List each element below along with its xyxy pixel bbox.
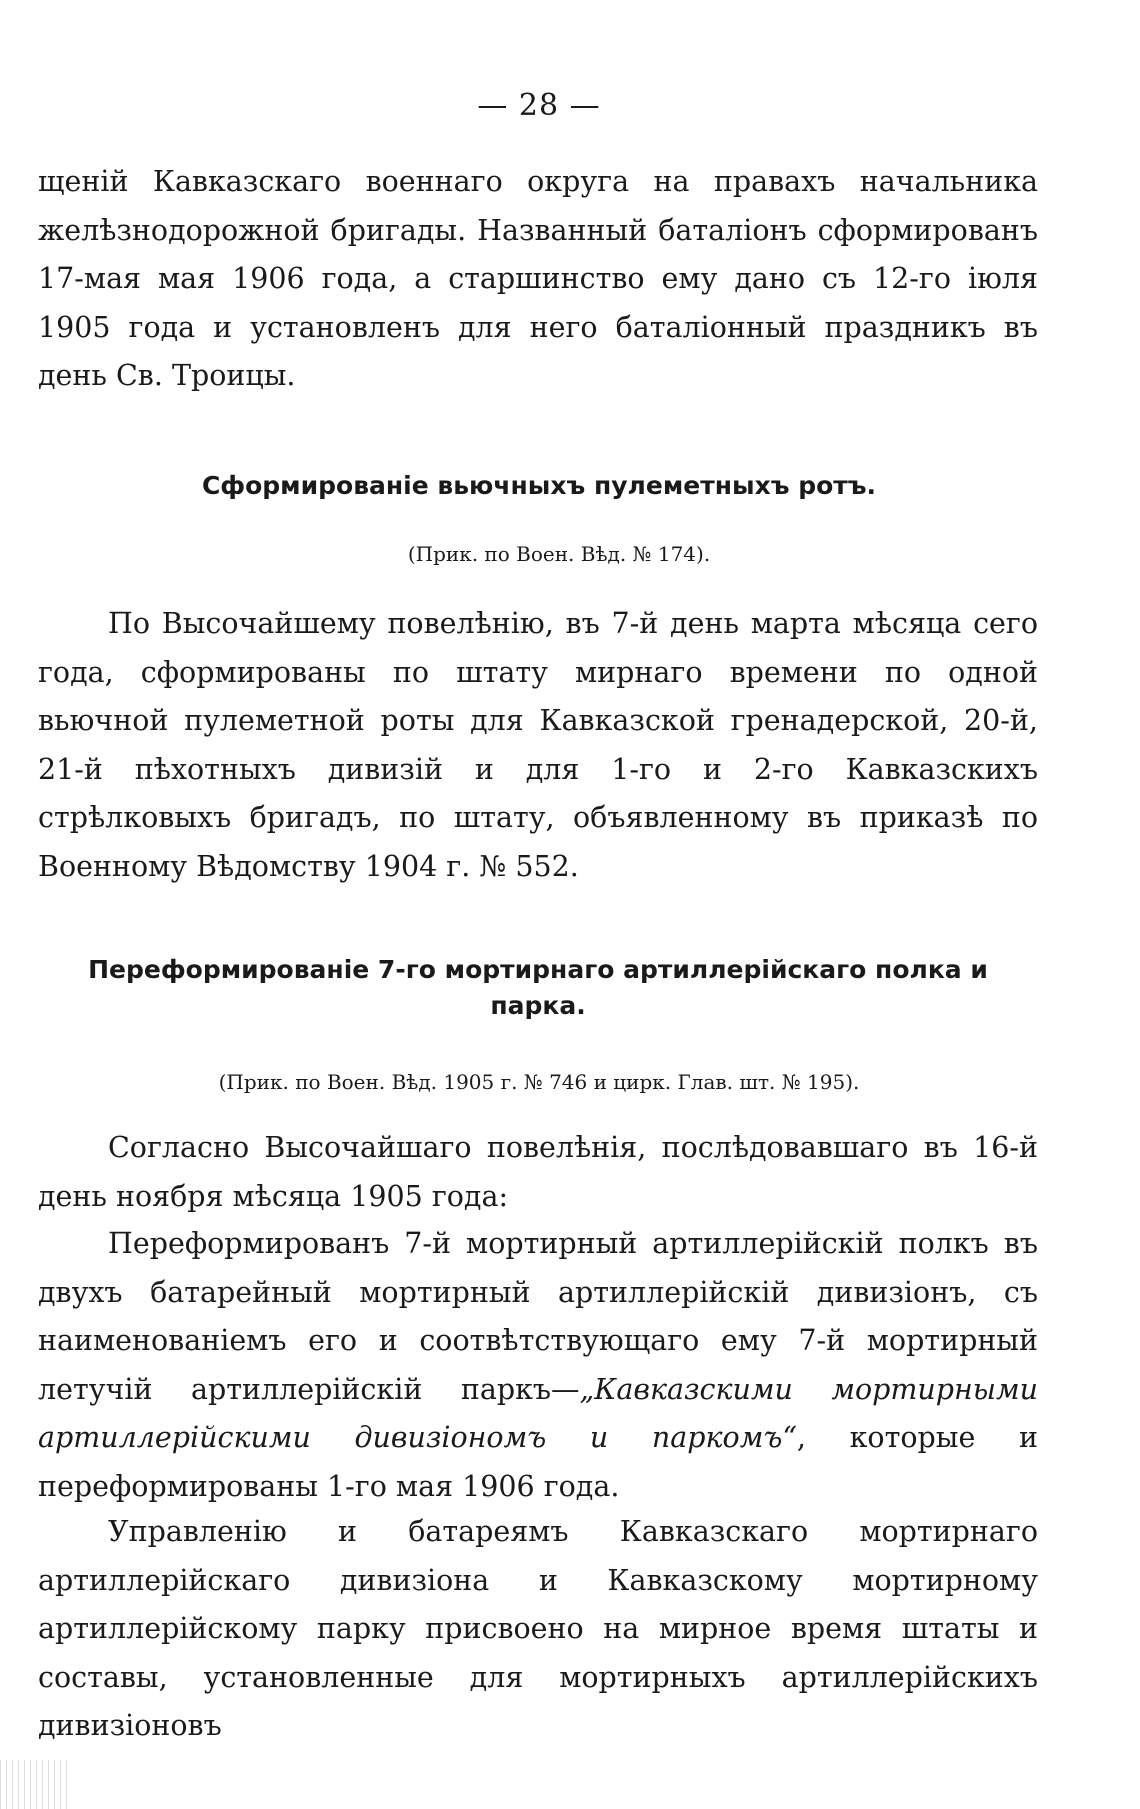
section-2-paragraph-2 — [38, 1220, 1038, 1511]
order-reference-1: (Прик. по Воен. Вѣд. № 174). — [407, 542, 711, 566]
section-heading-pack-machine-gun-companies: Сформированіе вьючныхъ пулеметныхъ ротъ. — [201, 471, 877, 500]
section-heading-mortar-regiment-reformation: Переформированіе 7-го мортирнаго артиллерійскаго полка и парка. — [88, 955, 988, 1020]
paragraph-2-start: Переформированъ 7-й мортирный артиллерійскій полкъ въ двухъ батарейный мортирный артиллерійскій дивизіонъ, съ наименованіемъ его и соотвѣтствующаго ему 7-й мортирный летучій артиллерійскій паркъ— — [38, 1227, 1038, 1406]
unit-name-italic: „Кавказскими мортирными артиллерійскими дивизіономъ и паркомъ“ — [38, 1372, 1038, 1454]
paragraph-continuation: щеній Кавказскаго военнаго округа на правахъ начальника желѣзнодорожной бригады. Названный баталіонъ сформированъ 17-мая мая 1906 года, а старшинство ему дано съ 12-го іюля 1905 года и установленъ для него баталіонный праздникъ въ день Св. Троицы. — [38, 165, 1038, 392]
paragraph-2-end: , которые и переформированы 1-го мая 1906 года. — [38, 1421, 1038, 1503]
document-page — [38, 0, 1040, 1809]
page-number: — 28 — — [477, 88, 601, 123]
section-1-paragraph: По Высочайшему повелѣнію, въ 7-й день марта мѣсяца сего года, сформированы по штату мирнаго времени по одной вьючной пулеметной роты для Кавказской гренадерской, 20-й, 21-й пѣхотныхъ дивизій и для 1-го и 2-го Кавказскихъ стрѣлковыхъ бригадъ, по штату, объявленному въ приказѣ по Военному Вѣдомству 1904 г. № 552. — [38, 607, 1038, 883]
order-reference-2: (Прик. по Воен. Вѣд. 1905 г. № 746 и цирк. Глав. шт. № 195). — [218, 1070, 860, 1094]
section-2-paragraph-1: Согласно Высочайшаго повелѣнія, послѣдовавшаго въ 16-й день ноября мѣсяца 1905 года: — [38, 1131, 1038, 1213]
section-2-paragraph-3: Управленію и батареямъ Кавказскаго мортирнаго артиллерійскаго дивизіона и Кавказскому мортирному артиллерійскому парку присвоено на мирное время штаты и составы, установленные для мортирныхъ артиллерійскихъ дивизіоновъ — [38, 1515, 1038, 1742]
scan-edge-marks — [0, 1760, 70, 1809]
